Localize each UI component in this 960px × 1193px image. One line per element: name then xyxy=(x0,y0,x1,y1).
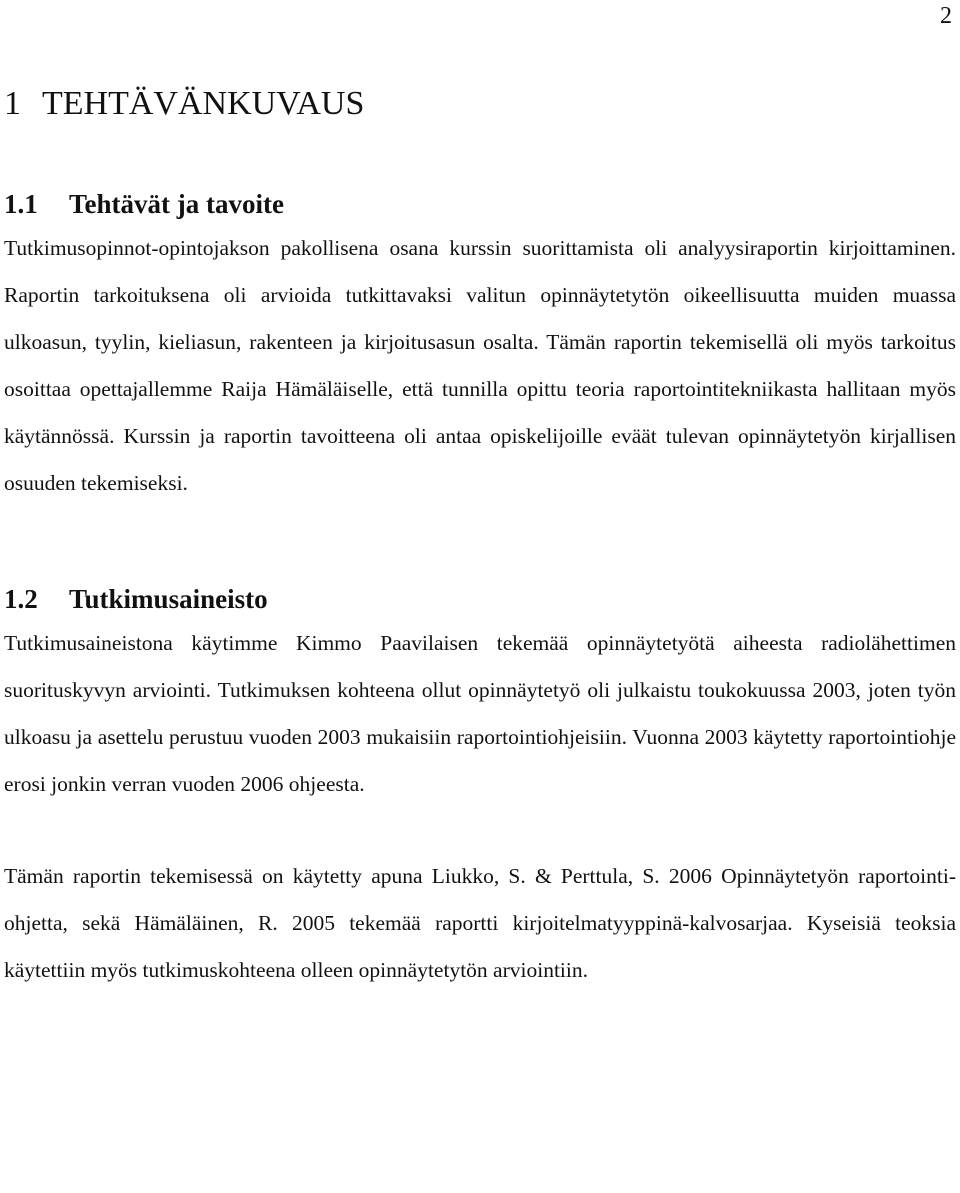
chapter-heading xyxy=(4,78,956,130)
section-number: 1.2 xyxy=(4,584,38,614)
section-research-material xyxy=(4,578,956,994)
paragraph: Tutkimusaineistona käytimme Kimmo Paavilaisen tekemää opinnäytetyötä aiheesta radiolähettimen suorituskyvyn arviointi. Tutkimuksen kohteena ollut opinnäytetyö oli julkaistu toukokuussa 2003, joten työn ulkoasu ja asettelu perustuu vuoden 2003 mukaisiin raportointiohjeisiin. Vuonna 2003 käytetty raportointiohje erosi jonkin verran vuoden 2006 ohjeesta. xyxy=(4,631,956,796)
paragraph: Tutkimusopinnot-opintojakson pakollisena osana kurssin suorittamista oli analyysiraportin kirjoittaminen. Raportin tarkoituksena oli arvioida tutkittavaksi valitun opinnäytetytön oikeellisuutta muiden muassa ulkoasun, tyylin, kieliasun, rakenteen ja kirjoitusasun osalta. Tämän raportin tekemisellä oli myös tarkoitus osoittaa opettajallemme Raija Hämäläiselle, että tunnilla opittu teoria raportointitekniikasta hallitaan myös käytännössä. Kurssin ja raportin tavoitteena oli antaa opiskelijoille eväät tulevan opinnäytetyön kirjallisen osuuden tekemiseksi. xyxy=(4,236,956,495)
section-title: Tehtävät ja tavoite xyxy=(69,189,284,219)
page-number: 2 xyxy=(940,3,952,29)
document-body xyxy=(4,78,956,994)
chapter-number: 1 xyxy=(4,85,21,122)
section-heading xyxy=(4,578,956,620)
section-number: 1.1 xyxy=(4,189,38,219)
paragraph: Tämän raportin tekemisessä on käytetty apuna Liukko, S. & Perttula, S. 2006 Opinnäytetyön raportointi-ohjetta, sekä Hämäläinen, R. 2005 tekemää raportti kirjoitelmatyyppinä-kalvosarjaa. Kyseisiä teoksia käytettiin myös tutkimuskohteena olleen opinnäytetytön arviointiin. xyxy=(4,864,956,982)
section-heading xyxy=(4,183,956,225)
chapter-title: TEHTÄVÄNKUVAUS xyxy=(42,85,365,122)
section-title: Tutkimusaineisto xyxy=(69,584,268,614)
section-tasks-and-goals xyxy=(4,183,956,507)
